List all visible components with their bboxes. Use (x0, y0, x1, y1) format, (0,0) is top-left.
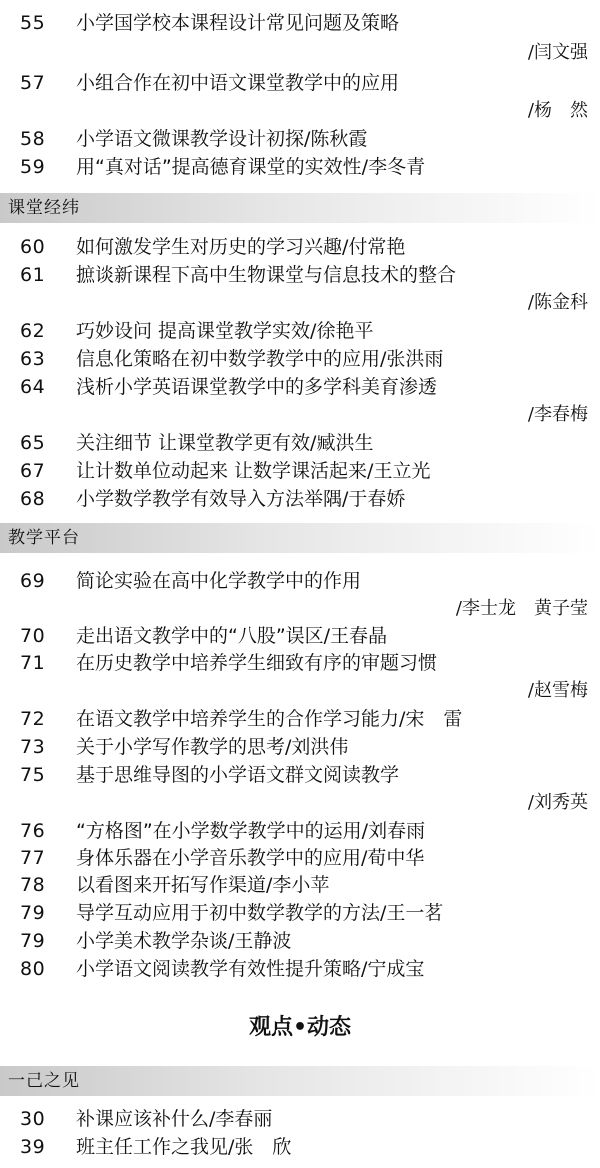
toc-entry (0, 760, 600, 790)
page-number: 61 (20, 264, 46, 286)
toc-entry (0, 704, 600, 734)
page-number: 64 (20, 376, 46, 398)
article-title: 补课应该补什么/李春丽 (76, 1108, 273, 1130)
page-number: 63 (20, 348, 46, 370)
toc-entry (0, 484, 600, 514)
page-number: 73 (20, 736, 46, 758)
article-author: /赵雪梅 (527, 680, 588, 701)
section-title: 一己之见 (8, 1071, 80, 1091)
article-author: /杨 然 (527, 100, 588, 121)
article-title: 小学美术教学杂谈/王静波 (76, 930, 292, 952)
toc-entry (0, 870, 600, 900)
article-title: 小学语文阅读教学有效性提升策略/宁成宝 (76, 958, 425, 980)
article-title: 信息化策略在初中数学教学中的应用/张洪雨 (76, 348, 444, 370)
toc-entry (0, 232, 600, 262)
section-title: 课堂经纬 (8, 198, 80, 218)
article-title: 班主任工作之我见/张 欣 (76, 1136, 292, 1158)
article-title: 让计数单位动起来 让数学课活起来/王立光 (76, 460, 431, 482)
article-author: /李春梅 (527, 404, 588, 425)
toc-entry (0, 898, 600, 928)
toc-entry (0, 843, 600, 873)
article-title: 如何激发学生对历史的学习兴趣/付常艳 (76, 236, 406, 258)
toc-entry (0, 260, 600, 290)
toc-entry (0, 344, 600, 374)
page-number: 30 (20, 1108, 46, 1130)
article-title: 简论实验在高中化学教学中的作用 (76, 570, 362, 592)
toc-entry (0, 926, 600, 956)
page-number: 80 (20, 958, 46, 980)
article-title: 小学语文微课教学设计初探/陈秋霞 (76, 128, 368, 150)
page-number: 65 (20, 432, 46, 454)
toc-entry (0, 1132, 600, 1162)
article-title: 以看图来开拓写作渠道/李小苹 (76, 874, 330, 896)
toc-entry (0, 1104, 600, 1134)
toc-entry (0, 316, 600, 346)
page-number: 76 (20, 820, 46, 842)
article-title: “方格图”在小学数学教学中的运用/刘春雨 (76, 820, 426, 842)
article-title: 用“真对话”提高德育课堂的实效性/李冬青 (76, 156, 426, 178)
page-number: 57 (20, 72, 46, 94)
toc-entry (0, 68, 600, 98)
page-number: 77 (20, 847, 46, 869)
toc-entry (0, 372, 600, 402)
article-title: 关注细节 让课堂教学更有效/臧洪生 (76, 432, 374, 454)
toc-entry (0, 456, 600, 486)
page-number: 55 (20, 12, 46, 34)
page-number: 72 (20, 708, 46, 730)
toc-entry (0, 621, 600, 651)
toc-entry (0, 152, 600, 182)
article-title: 身体乐器在小学音乐教学中的应用/荀中华 (76, 847, 425, 869)
page-number: 59 (20, 156, 46, 178)
page-number: 75 (20, 764, 46, 786)
page-number: 60 (20, 236, 46, 258)
article-title: 在语文教学中培养学生的合作学习能力/宋 雷 (76, 708, 463, 730)
section-title: 教学平台 (8, 528, 80, 548)
article-author: /李士龙 黄子莹 (455, 598, 588, 619)
article-title: 在历史教学中培养学生细致有序的审题习惯 (76, 652, 438, 674)
article-title: 走出语文教学中的“八股”误区/王春晶 (76, 625, 388, 647)
section-header (0, 1066, 600, 1096)
page-number: 58 (20, 128, 46, 150)
article-title: 小学国学校本课程设计常见问题及策略 (76, 12, 400, 34)
section-header (0, 523, 600, 553)
page-number: 39 (20, 1136, 46, 1158)
article-title: 摭谈新课程下高中生物课堂与信息技术的整合 (76, 264, 457, 286)
article-title: 浅析小学英语课堂教学中的多学科美育渗透 (76, 376, 438, 398)
article-title: 基于思维导图的小学语文群文阅读教学 (76, 764, 400, 786)
article-title: 小学数学教学有效导入方法举隅/于春娇 (76, 488, 406, 510)
article-title: 关于小学写作教学的思考/刘洪伟 (76, 736, 349, 758)
toc-entry (0, 428, 600, 458)
page-number: 79 (20, 902, 46, 924)
page-number: 71 (20, 652, 46, 674)
page-number: 79 (20, 930, 46, 952)
article-title: 巧妙设问 提高课堂教学实效/徐艳平 (76, 320, 374, 342)
page-number: 68 (20, 488, 46, 510)
article-author: /陈金科 (527, 292, 588, 313)
toc-entry (0, 954, 600, 984)
page-number: 69 (20, 570, 46, 592)
page-number: 67 (20, 460, 46, 482)
toc-entry (0, 566, 600, 596)
part-heading: 观点•动态 (248, 1015, 352, 1040)
page-number: 62 (20, 320, 46, 342)
page-number: 78 (20, 874, 46, 896)
article-title: 小组合作在初中语文课堂教学中的应用 (76, 72, 400, 94)
toc-entry (0, 124, 600, 154)
toc-entry (0, 648, 600, 678)
article-author: /闫文强 (527, 42, 588, 63)
toc-entry (0, 8, 600, 38)
section-header (0, 193, 600, 223)
page-number: 70 (20, 625, 46, 647)
article-title: 导学互动应用于初中数学教学的方法/王一茗 (76, 902, 444, 924)
article-author: /刘秀英 (527, 792, 588, 813)
toc-entry (0, 816, 600, 846)
toc-entry (0, 732, 600, 762)
